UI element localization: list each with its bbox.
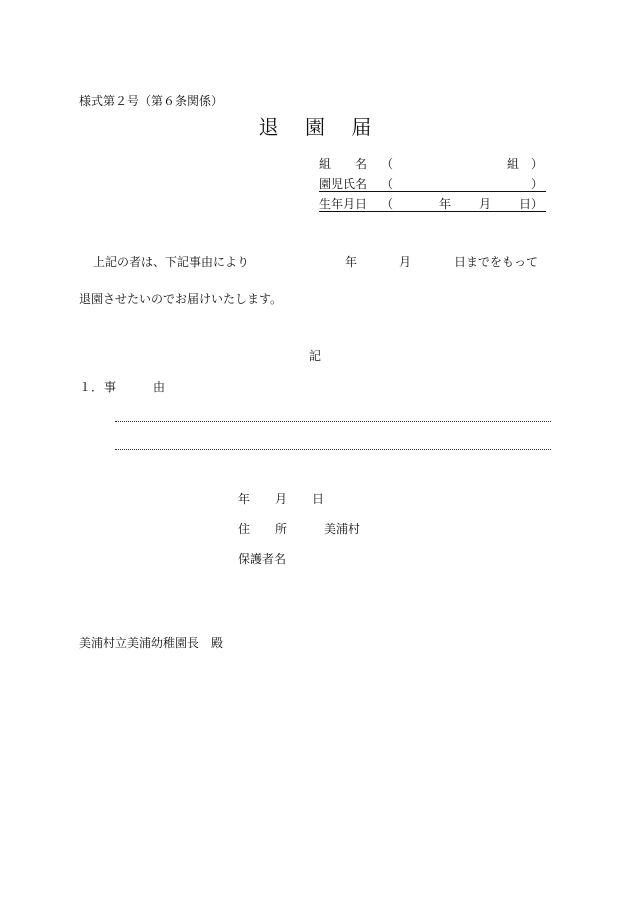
body-line-1	[79, 256, 551, 270]
class-row	[319, 158, 549, 172]
submission-year-unit: 年	[238, 492, 251, 506]
class-close-bracket: ）	[531, 157, 544, 171]
title-char-1: 退	[258, 115, 279, 139]
ki-heading: 記	[308, 349, 321, 363]
class-suffix: 組	[507, 157, 520, 171]
item-reason-label-a: 事	[104, 380, 117, 394]
body-line-1-month: 月	[399, 255, 412, 269]
item-reason	[79, 381, 199, 395]
address-row	[238, 523, 378, 537]
document-title	[0, 117, 630, 137]
guardian-name-label: 保護者名	[238, 552, 287, 566]
birth-date-row	[319, 198, 549, 212]
birth-open-bracket: （	[381, 197, 394, 211]
birth-day-unit: 日）	[519, 197, 544, 211]
form-number: 様式第２号（第６条関係）	[79, 94, 224, 108]
submission-date	[238, 493, 338, 507]
body-line-2: 退園させたいのでお届けいたします。	[79, 292, 283, 306]
reason-line-1[interactable]	[115, 421, 551, 422]
title-char-3: 届	[351, 115, 372, 139]
submission-day-unit: 日	[312, 492, 325, 506]
submission-month-unit: 月	[275, 492, 288, 506]
child-name-label: 園児氏名	[319, 177, 368, 191]
birth-month-unit: 月	[479, 197, 492, 211]
child-name-close-bracket: ）	[531, 177, 544, 191]
class-open-bracket: （	[381, 157, 394, 171]
class-label: 組 名	[319, 157, 368, 171]
birth-date-underline	[319, 211, 546, 212]
address-label-b: 所	[275, 522, 288, 536]
birth-date-label: 生年月日	[319, 197, 368, 211]
body-line-1-suffix: 日までをもって	[454, 255, 539, 269]
child-name-underline	[319, 191, 546, 192]
address-value: 美浦村	[324, 522, 361, 536]
addressee: 美浦村立美浦幼稚園長 殿	[79, 636, 224, 650]
body-line-1-year: 年	[345, 255, 358, 269]
body-line-1-prefix: 上記の者は、下記事由により	[93, 255, 250, 269]
child-name-row	[319, 178, 549, 192]
child-name-open-bracket: （	[381, 177, 394, 191]
address-label-a: 住	[238, 522, 251, 536]
birth-year-unit: 年	[439, 197, 452, 211]
title-char-2: 園	[305, 115, 325, 139]
item-reason-label-b: 由	[153, 380, 166, 394]
reason-line-2[interactable]	[115, 449, 551, 450]
item-reason-number: １．	[79, 380, 104, 394]
